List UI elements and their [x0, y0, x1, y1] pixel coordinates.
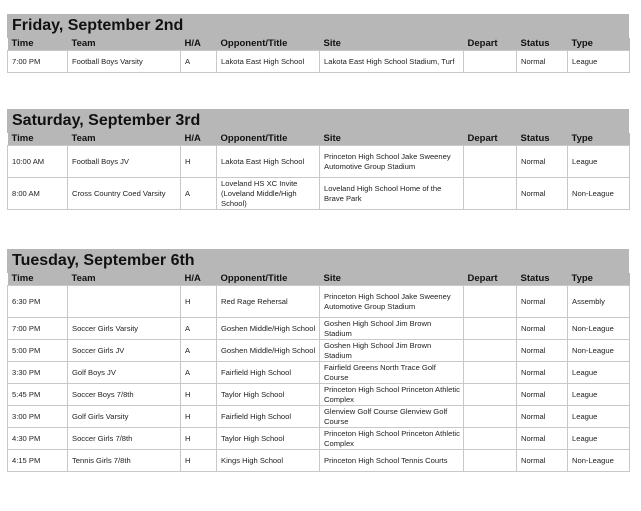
header-row: [8, 273, 630, 286]
day-section-saturday: [7, 109, 629, 210]
cell-site: Goshen High School Jim Brown Stadium: [320, 340, 464, 362]
col-header-depart: Depart: [464, 38, 517, 51]
cell-type: Non-League: [568, 318, 630, 340]
cell-status: Normal: [517, 51, 568, 73]
cell-opponent: Lakota East High School: [217, 146, 320, 178]
cell-type: League: [568, 51, 630, 73]
cell-site: Princeton High School Tennis Courts: [320, 450, 464, 472]
cell-site: Princeton High School Princeton Athletic Complex: [320, 384, 464, 406]
cell-status: Normal: [517, 146, 568, 178]
cell-team: Soccer Boys 7/8th: [68, 384, 181, 406]
cell-opponent: Goshen Middle/High School: [217, 318, 320, 340]
cell-depart: [464, 146, 517, 178]
cell-depart: [464, 178, 517, 210]
table-row: [8, 51, 630, 73]
col-header-opponent: Opponent/Title: [217, 273, 320, 286]
cell-status: Normal: [517, 362, 568, 384]
col-header-type: Type: [568, 273, 630, 286]
cell-team: Soccer Girls JV: [68, 340, 181, 362]
cell-time: 10:00 AM: [8, 146, 68, 178]
cell-type: League: [568, 406, 630, 428]
col-header-opponent: Opponent/Title: [217, 133, 320, 146]
day-title: Saturday, September 3rd: [7, 109, 629, 133]
schedule-table: [7, 273, 630, 472]
day-section-tuesday: [7, 249, 629, 472]
cell-time: 5:45 PM: [8, 384, 68, 406]
table-row: [8, 286, 630, 318]
cell-opponent: Taylor High School: [217, 384, 320, 406]
cell-status: Normal: [517, 178, 568, 210]
cell-ha: H: [181, 450, 217, 472]
cell-depart: [464, 450, 517, 472]
col-header-time: Time: [8, 133, 68, 146]
cell-time: 8:00 AM: [8, 178, 68, 210]
cell-team: Cross Country Coed Varsity: [68, 178, 181, 210]
cell-ha: A: [181, 178, 217, 210]
cell-opponent: Taylor High School: [217, 428, 320, 450]
table-row: [8, 178, 630, 210]
cell-depart: [464, 340, 517, 362]
header-row: [8, 38, 630, 51]
col-header-site: Site: [320, 133, 464, 146]
col-header-site: Site: [320, 273, 464, 286]
cell-type: League: [568, 428, 630, 450]
cell-time: 5:00 PM: [8, 340, 68, 362]
col-header-site: Site: [320, 38, 464, 51]
col-header-opponent: Opponent/Title: [217, 38, 320, 51]
col-header-team: Team: [68, 133, 181, 146]
cell-opponent: Lakota East High School: [217, 51, 320, 73]
table-row: [8, 450, 630, 472]
cell-ha: H: [181, 286, 217, 318]
cell-time: 6:30 PM: [8, 286, 68, 318]
col-header-ha: H/A: [181, 38, 217, 51]
cell-depart: [464, 318, 517, 340]
cell-type: League: [568, 362, 630, 384]
col-header-ha: H/A: [181, 133, 217, 146]
cell-ha: H: [181, 428, 217, 450]
cell-ha: H: [181, 146, 217, 178]
table-row: [8, 362, 630, 384]
cell-status: Normal: [517, 428, 568, 450]
table-row: [8, 340, 630, 362]
cell-site: Glenview Golf Course Glenview Golf Course: [320, 406, 464, 428]
cell-opponent: Kings High School: [217, 450, 320, 472]
cell-status: Normal: [517, 286, 568, 318]
cell-time: 7:00 PM: [8, 51, 68, 73]
cell-opponent: Goshen Middle/High School: [217, 340, 320, 362]
cell-site: Loveland High School Home of the Brave Park: [320, 178, 464, 210]
cell-team: Soccer Girls 7/8th: [68, 428, 181, 450]
cell-time: 3:30 PM: [8, 362, 68, 384]
cell-ha: H: [181, 406, 217, 428]
table-row: [8, 146, 630, 178]
col-header-ha: H/A: [181, 273, 217, 286]
cell-team: Football Boys JV: [68, 146, 181, 178]
cell-type: Non-League: [568, 450, 630, 472]
cell-depart: [464, 428, 517, 450]
schedule-table: [7, 38, 630, 73]
cell-team: Football Boys Varsity: [68, 51, 181, 73]
cell-type: League: [568, 384, 630, 406]
table-row: [8, 428, 630, 450]
day-title: Friday, September 2nd: [7, 14, 629, 38]
cell-site: Goshen High School Jim Brown Stadium: [320, 318, 464, 340]
col-header-team: Team: [68, 38, 181, 51]
col-header-type: Type: [568, 38, 630, 51]
cell-site: Princeton High School Princeton Athletic Complex: [320, 428, 464, 450]
cell-type: Non-League: [568, 178, 630, 210]
schedule-table: [7, 133, 630, 210]
cell-type: Non-League: [568, 340, 630, 362]
cell-site: Lakota East High School Stadium, Turf: [320, 51, 464, 73]
cell-status: Normal: [517, 384, 568, 406]
cell-status: Normal: [517, 318, 568, 340]
cell-depart: [464, 51, 517, 73]
cell-ha: A: [181, 51, 217, 73]
cell-opponent: Red Rage Rehersal: [217, 286, 320, 318]
cell-team: [68, 286, 181, 318]
cell-opponent: Fairfield High School: [217, 406, 320, 428]
header-row: [8, 133, 630, 146]
cell-type: Assembly: [568, 286, 630, 318]
cell-depart: [464, 286, 517, 318]
col-header-time: Time: [8, 38, 68, 51]
col-header-status: Status: [517, 273, 568, 286]
col-header-depart: Depart: [464, 273, 517, 286]
cell-opponent: Loveland HS XC Invite (Loveland Middle/High School): [217, 178, 320, 210]
cell-ha: A: [181, 340, 217, 362]
cell-team: Golf Boys JV: [68, 362, 181, 384]
cell-status: Normal: [517, 450, 568, 472]
table-row: [8, 318, 630, 340]
cell-ha: A: [181, 362, 217, 384]
cell-depart: [464, 362, 517, 384]
cell-time: 7:00 PM: [8, 318, 68, 340]
cell-opponent: Fairfield High School: [217, 362, 320, 384]
col-header-depart: Depart: [464, 133, 517, 146]
cell-time: 4:15 PM: [8, 450, 68, 472]
cell-time: 4:30 PM: [8, 428, 68, 450]
col-header-status: Status: [517, 133, 568, 146]
cell-type: League: [568, 146, 630, 178]
col-header-time: Time: [8, 273, 68, 286]
cell-site: Princeton High School Jake Sweeney Automotive Group Stadium: [320, 146, 464, 178]
cell-ha: H: [181, 384, 217, 406]
cell-depart: [464, 384, 517, 406]
table-row: [8, 406, 630, 428]
cell-depart: [464, 406, 517, 428]
cell-team: Soccer Girls Varsity: [68, 318, 181, 340]
col-header-type: Type: [568, 133, 630, 146]
day-title: Tuesday, September 6th: [7, 249, 629, 273]
cell-team: Golf Girls Varsity: [68, 406, 181, 428]
cell-team: Tennis Girls 7/8th: [68, 450, 181, 472]
cell-status: Normal: [517, 340, 568, 362]
cell-site: Fairfield Greens North Trace Golf Course: [320, 362, 464, 384]
col-header-team: Team: [68, 273, 181, 286]
cell-site: Princeton High School Jake Sweeney Automotive Group Stadium: [320, 286, 464, 318]
day-section-friday: [7, 14, 629, 73]
cell-time: 3:00 PM: [8, 406, 68, 428]
col-header-status: Status: [517, 38, 568, 51]
table-row: [8, 384, 630, 406]
cell-status: Normal: [517, 406, 568, 428]
cell-ha: A: [181, 318, 217, 340]
